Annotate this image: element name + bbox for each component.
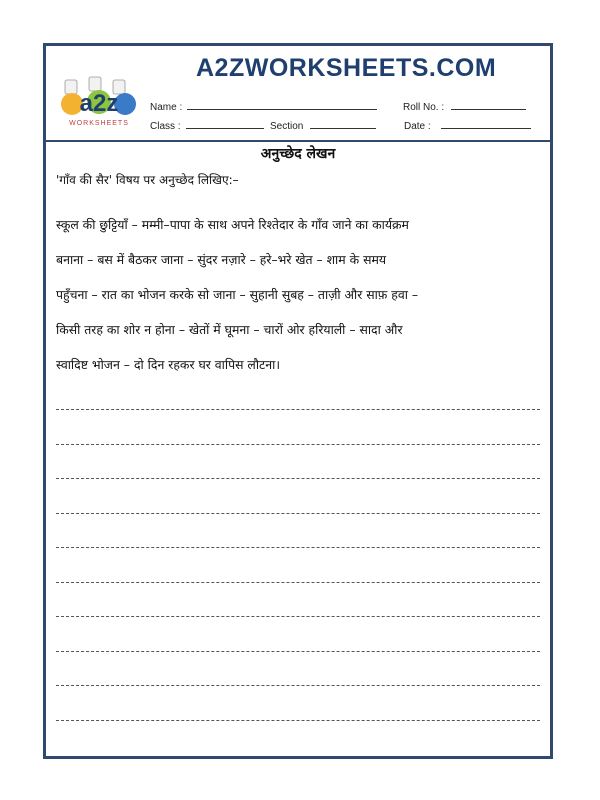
class-label: Class :: [150, 121, 181, 132]
rollno-label: Roll No. :: [403, 102, 445, 113]
site-title: A2ZWORKSHEETS.COM: [196, 54, 497, 82]
worksheet-frame: [43, 43, 553, 759]
svg-text:WORKSHEETS: WORKSHEETS: [69, 120, 129, 127]
paragraph-line: स्कूल की छुट्टियाँ – मम्मी–पापा के साथ अपने रिश्तेदार के गाँव जाने का कार्यक्रम: [56, 217, 409, 232]
worksheet-header: [46, 46, 550, 142]
class-field[interactable]: [150, 121, 264, 132]
paragraph-line: स्वादिष्ट भोजन – दो दिन रहकर घर वापिस लौटना।: [56, 357, 281, 372]
name-label: Name :: [150, 102, 183, 113]
writing-line[interactable]: [56, 651, 540, 652]
writing-line[interactable]: [56, 547, 540, 548]
writing-line[interactable]: [56, 478, 540, 479]
writing-line[interactable]: [56, 513, 540, 514]
instruction-text: 'गाँव की सैर' विषय पर अनुच्छेद लिखिए:–: [56, 173, 239, 187]
rollno-field[interactable]: [403, 102, 526, 113]
writing-line[interactable]: [56, 444, 540, 445]
section-label: Section: [270, 121, 304, 132]
writing-line[interactable]: [56, 582, 540, 583]
name-field[interactable]: [150, 102, 377, 113]
paragraph-line: पहुँचना – रात का भोजन करके सो जाना – सुहानी सुबह – ताज़ी और साफ़ हवा –: [56, 287, 419, 302]
paragraph-line: बनाना – बस में बैठकर जाना – सुंदर नज़ारे – हरे–भरे खेत – शाम के समय: [56, 252, 387, 267]
writing-line[interactable]: [56, 409, 540, 410]
writing-line[interactable]: [56, 720, 540, 721]
paragraph-line: किसी तरह का शोर न होना – खेतों में घूमना – चारों ओर हरियाली – सादा और: [56, 322, 403, 337]
worksheet-title: अनुच्छेद लेखन: [260, 146, 336, 162]
date-field[interactable]: [404, 121, 531, 132]
a2z-logo-icon: [59, 76, 139, 128]
date-label: Date :: [404, 121, 431, 132]
section-field[interactable]: [270, 121, 376, 132]
writing-line[interactable]: [56, 616, 540, 617]
svg-text:a2z: a2z: [79, 90, 119, 117]
writing-line[interactable]: [56, 685, 540, 686]
